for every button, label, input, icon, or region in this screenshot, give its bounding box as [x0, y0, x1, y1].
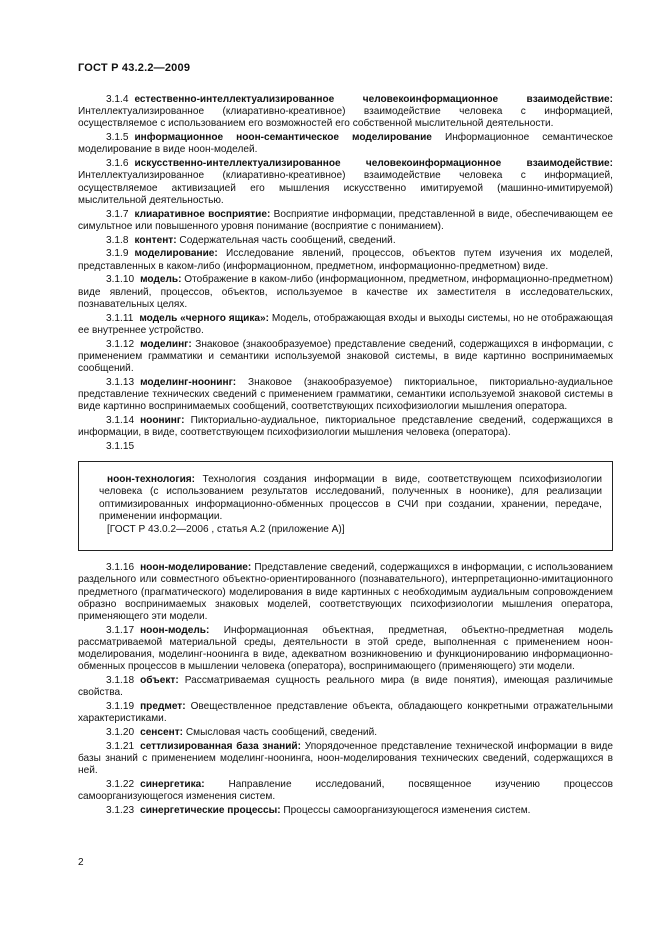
term-definition: Упорядоченное представление технической информации в виде базы знаний с применением моделинг-ноонинга, ноон-моделирования технических сведений, содержащихся в ней. [78, 741, 613, 777]
term-number: 3.1.19 [106, 701, 135, 713]
term-name: информационное ноон-семантическое моделирование [134, 132, 432, 144]
term-definition: Процессы самоорганизующегося изменения систем. [283, 805, 531, 817]
term-definition: Знаковое (знакообразуемое) представление сведений, содержащихся в информации, с применением грамматики и семантики используемой знаковой системы, в виде картинно воспринимаемых сообщений. [78, 338, 613, 375]
term-entry [78, 741, 613, 778]
term-number: 3.1.23 [106, 805, 135, 817]
term-entry [78, 209, 613, 233]
term-entry [78, 94, 613, 131]
term-number: 3.1.20 [106, 727, 135, 739]
term-name: контент: [134, 234, 177, 246]
document-header: ГОСТ Р 43.2.2—2009 [78, 62, 191, 74]
term-name: синергетические процессы: [140, 805, 281, 817]
term-name: моделинг: [140, 338, 192, 350]
boxed-definition [99, 474, 602, 523]
term-definition: Информационная объектная, предметная, объектно-предметная модель рассматриваемой материальной среды, деятельности в этой среде, выполненная с применением ноон-моделирования, моделинг-ноонинга в виде, адекватном возникновению и функционированию информационно-обменных процессов в мышлении человека (оператора), воспринимающего (применяющего) эти модели. [78, 624, 613, 673]
term-number: 3.1.16 [106, 562, 135, 574]
term-number: 3.1.4 [106, 94, 129, 105]
term-entry [78, 675, 613, 699]
term-name: естественно-интеллектуализированное человекоинформационное взаимодействие: [134, 94, 613, 105]
term-entry [78, 274, 613, 311]
term-name: сеттлизированная база знаний: [140, 741, 302, 753]
term-definition: Восприятие информации, представленной в виде, обеспечивающем ее симультное или повышенного уровня понимание (восприятие с пониманием). [78, 208, 613, 232]
term-name: ноонинг: [140, 415, 185, 427]
term-entry [78, 415, 613, 439]
term-number: 3.1.5 [106, 132, 129, 144]
entries-after-box [78, 562, 613, 817]
term-name: моделирование: [134, 248, 218, 260]
term-name: ноон-моделирование: [140, 562, 252, 574]
term-definition: Знаковое (знакообразуемое) пикториальное, пикториально-аудиальное представление технических сведений с применением грамматики, семантики используемой знаковой системы в виде картинно воспринимаемых сообщений, соответствующих психофизиологии мышления оператора. [78, 376, 613, 413]
term-definition: Интеллектуализированное (клиаративно-креативное) взаимодействие человека с информацией, осуществляемое активизацией его мышления искусственно имитируемой (машинно-имитируемой) мыслительной деятельностью. [78, 170, 613, 206]
boxed-text: Технология создания информации в виде, соответствующем психофизиологии человека (с использованием результатов исследований, полученных в ноонике), для реализации оптимизированных информационно-обменных процессов в СЧИ при создании, хранении, передаче, применении информации. [99, 474, 602, 522]
term-number: 3.1.10 [106, 274, 135, 286]
term-entry [78, 339, 613, 376]
term-definition: Рассматриваемая сущность реального мира (в виде понятия), имеющая различимые свойства. [78, 675, 613, 699]
term-name: моделинг-ноонинг: [140, 376, 237, 388]
term-number: 3.1.9 [106, 248, 129, 260]
page-number: 2 [78, 857, 84, 868]
term-entry [78, 625, 613, 674]
term-number: 3.1.8 [106, 234, 129, 246]
term-definition: Исследование явлений, процессов, объектов путем изучения их моделей, представленных в каком-либо (информационном, предметном, информационно-предметном) виде. [78, 248, 613, 272]
term-name: модель: [140, 274, 182, 286]
term-number: 3.1.13 [106, 376, 135, 388]
quoted-definition-box [78, 461, 613, 551]
term-number: 3.1.14 [106, 415, 135, 427]
term-name: предмет: [140, 701, 186, 713]
term-definition: Модель, отображающая входы и выходы системы, но не отображающая ее внутреннее устройство. [78, 312, 613, 336]
terms-section [78, 94, 613, 819]
term-number: 3.1.15 [106, 441, 135, 453]
term-entry [78, 377, 613, 414]
term-entry [78, 313, 613, 337]
term-entry [78, 158, 613, 207]
term-definition: Смысловая часть сообщений, сведений. [185, 727, 378, 739]
term-name: модель «черного ящика»: [139, 312, 269, 324]
term-name: объект: [140, 675, 179, 687]
boxed-source: [ГОСТ Р 43.0.2—2006 , статья А.2 (приложение А)] [107, 524, 345, 536]
term-number: 3.1.12 [106, 338, 135, 350]
term-entry [78, 805, 613, 817]
entries-before-box [78, 94, 613, 453]
term-entry [78, 562, 613, 623]
term-number: 3.1.6 [106, 158, 129, 170]
term-entry [78, 441, 613, 453]
term-entry [78, 701, 613, 725]
term-definition: Интеллектуализированное (клиаративно-креативное) взаимодействие человека с информацией, осуществляемое с использованием его возможностей его собственной мыслительной деятельности. [78, 106, 613, 130]
term-number: 3.1.11 [106, 312, 134, 324]
term-definition: Направление исследований, посвященное изучению процессов самоорганизующегося изменения систем. [78, 779, 614, 803]
term-entry [78, 727, 613, 739]
term-definition: Пикториально-аудиальное, пикториальное представление сведений, содержащихся в информации, в виде, соответствующем психофизиологии мышления человека (оператора). [78, 415, 613, 439]
term-number: 3.1.7 [106, 208, 129, 220]
term-definition: Овеществленное представление объекта, обладающего конкретными отражательными характеристиками. [78, 701, 613, 725]
term-entry [78, 235, 613, 247]
term-definition: Представление сведений, содержащихся в информации, с использованием раздельного или совместного объектно-ориентированного (познавательного), интерпретационно-имитационного предметного (прагматического) моделирования в виде картинных с необходимым аудиальным сопровождением образно воспринимаемых знаковых моделей, соответствующих психофизиологии мышления оператора, применяющего эти модели. [78, 562, 613, 623]
term-name: синергетика: [140, 779, 205, 791]
term-name: ноон-модель: [140, 624, 210, 636]
term-entry [78, 248, 613, 272]
term-number: 3.1.21 [106, 741, 135, 753]
term-name: искусственно-интеллектуализированное человекоинформационное взаимодействие: [134, 158, 613, 170]
boxed-term: ноон-технология: [107, 474, 196, 486]
term-number: 3.1.22 [106, 779, 135, 791]
term-number: 3.1.17 [106, 624, 135, 636]
term-definition: Отображение в каком-либо (информационном, предметном, информационно-предметном) виде явлений, процессов, объектов, используемое в качестве их заместителя в исследовательских, познавательных целях. [78, 274, 613, 310]
term-definition: Содержательная часть сообщений, сведений. [179, 234, 396, 246]
term-name: сенсент: [140, 727, 184, 739]
term-name: клиаративное восприятие: [134, 208, 271, 220]
term-entry [78, 132, 613, 156]
term-entry [78, 779, 613, 803]
term-definition: Информационное семантическое моделирование в виде ноон-моделей. [78, 132, 613, 156]
term-number: 3.1.18 [106, 675, 135, 687]
